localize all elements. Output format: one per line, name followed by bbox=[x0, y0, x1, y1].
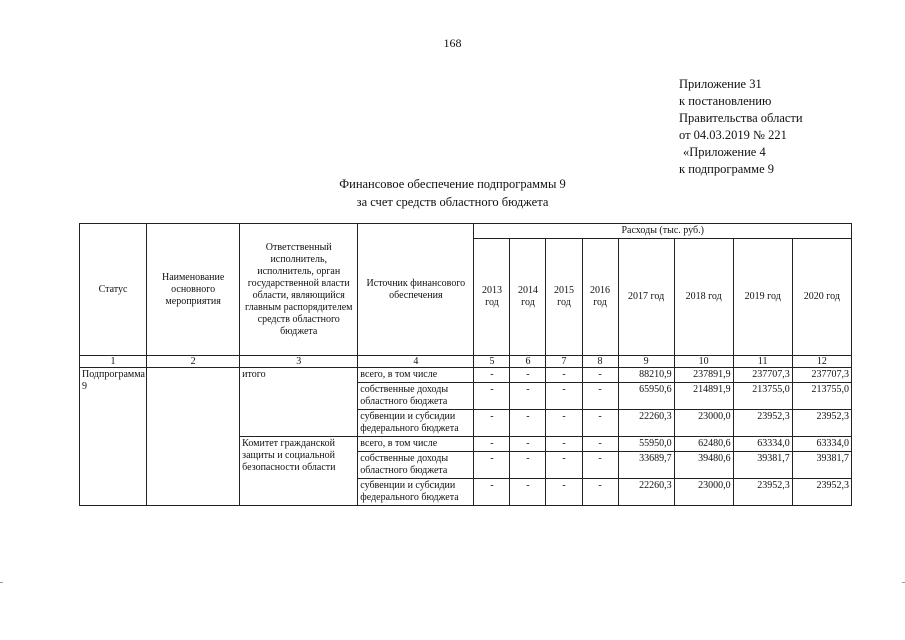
value-cell: 23952,3 bbox=[733, 479, 792, 506]
value-cell: - bbox=[474, 410, 510, 437]
header-year: 2017 год bbox=[618, 239, 674, 356]
appendix-line: Приложение 31 bbox=[679, 77, 762, 91]
column-number: 9 bbox=[618, 356, 674, 368]
value-cell: 62480,6 bbox=[674, 437, 733, 452]
value-cell: - bbox=[474, 368, 510, 383]
value-cell: - bbox=[474, 479, 510, 506]
value-cell: - bbox=[474, 437, 510, 452]
column-number: 4 bbox=[358, 356, 474, 368]
appendix-line: «Приложение 4 bbox=[683, 145, 766, 159]
value-cell: 88210,9 bbox=[618, 368, 674, 383]
value-cell: - bbox=[582, 479, 618, 506]
value-cell: - bbox=[546, 479, 582, 506]
value-cell: - bbox=[546, 368, 582, 383]
column-number: 10 bbox=[674, 356, 733, 368]
value-cell: 23952,3 bbox=[733, 410, 792, 437]
value-cell: - bbox=[582, 437, 618, 452]
column-number: 12 bbox=[792, 356, 851, 368]
scan-edge-mark bbox=[0, 582, 3, 583]
column-number: 2 bbox=[147, 356, 240, 368]
column-number: 8 bbox=[582, 356, 618, 368]
column-number: 11 bbox=[733, 356, 792, 368]
value-cell: 213755,0 bbox=[733, 383, 792, 410]
value-cell: - bbox=[546, 383, 582, 410]
value-cell: 65950,6 bbox=[618, 383, 674, 410]
source-cell: всего, в том числе bbox=[358, 368, 474, 383]
value-cell: 237891,9 bbox=[674, 368, 733, 383]
value-cell: 23000,0 bbox=[674, 410, 733, 437]
value-cell: - bbox=[510, 410, 546, 437]
column-number: 6 bbox=[510, 356, 546, 368]
value-cell: - bbox=[546, 410, 582, 437]
financing-table bbox=[79, 223, 852, 506]
value-cell: - bbox=[582, 368, 618, 383]
value-cell: - bbox=[474, 452, 510, 479]
value-cell: 55950,0 bbox=[618, 437, 674, 452]
header-year: 2016 год bbox=[582, 239, 618, 356]
appendix-line: от 04.03.2019 № 221 bbox=[679, 128, 787, 142]
value-cell: 237707,3 bbox=[792, 368, 851, 383]
value-cell: 23952,3 bbox=[792, 410, 851, 437]
header-executor: Ответственный исполнитель, исполнитель, орган государственной власти области, являющийся главным распорядителем средств областного бюджета bbox=[240, 224, 358, 356]
status-cell: Подпрограмма 9 bbox=[80, 368, 147, 506]
header-year: 2014 год bbox=[510, 239, 546, 356]
appendix-line: к подпрограмме 9 bbox=[679, 162, 774, 176]
value-cell: - bbox=[582, 410, 618, 437]
header-year: 2013 год bbox=[474, 239, 510, 356]
document-title bbox=[0, 175, 905, 211]
value-cell: 39480,6 bbox=[674, 452, 733, 479]
appendix-line: к постановлению bbox=[679, 94, 772, 108]
value-cell: 39381,7 bbox=[792, 452, 851, 479]
column-number: 5 bbox=[474, 356, 510, 368]
value-cell: 63334,0 bbox=[733, 437, 792, 452]
header-year: 2015 год bbox=[546, 239, 582, 356]
source-cell: субвенции и субсидии федерального бюджета bbox=[358, 410, 474, 437]
source-cell: собственные доходы областного бюджета bbox=[358, 383, 474, 410]
column-number: 7 bbox=[546, 356, 582, 368]
value-cell: 33689,7 bbox=[618, 452, 674, 479]
value-cell: - bbox=[474, 383, 510, 410]
source-cell: субвенции и субсидии федерального бюджета bbox=[358, 479, 474, 506]
value-cell: 237707,3 bbox=[733, 368, 792, 383]
table-row bbox=[80, 368, 852, 383]
value-cell: - bbox=[582, 452, 618, 479]
source-cell: всего, в том числе bbox=[358, 437, 474, 452]
appendix-block bbox=[679, 76, 894, 178]
header-name: Наименование основного мероприятия bbox=[147, 224, 240, 356]
value-cell: 63334,0 bbox=[792, 437, 851, 452]
header-year: 2020 год bbox=[792, 239, 851, 356]
executor-cell: итого bbox=[240, 368, 358, 437]
value-cell: 39381,7 bbox=[733, 452, 792, 479]
header-expenses: Расходы (тыс. руб.) bbox=[474, 224, 852, 239]
activity-name-cell bbox=[147, 368, 240, 506]
value-cell: 213755,0 bbox=[792, 383, 851, 410]
value-cell: - bbox=[510, 479, 546, 506]
appendix-line: Правительства области bbox=[679, 111, 803, 125]
header-year: 2018 год bbox=[674, 239, 733, 356]
value-cell: - bbox=[510, 368, 546, 383]
column-number-row bbox=[80, 356, 852, 368]
executor-cell: Комитет гражданской защиты и социальной безопасности области bbox=[240, 437, 358, 506]
page-number: 168 bbox=[443, 36, 462, 50]
header-source: Источник финансового обеспечения bbox=[358, 224, 474, 356]
column-number: 1 bbox=[80, 356, 147, 368]
value-cell: 22260,3 bbox=[618, 479, 674, 506]
value-cell: - bbox=[510, 437, 546, 452]
source-cell: собственные доходы областного бюджета bbox=[358, 452, 474, 479]
value-cell: 23000,0 bbox=[674, 479, 733, 506]
title-line: за счет средств областного бюджета bbox=[356, 195, 549, 209]
header-year: 2019 год bbox=[733, 239, 792, 356]
value-cell: - bbox=[546, 452, 582, 479]
value-cell: - bbox=[510, 383, 546, 410]
value-cell: - bbox=[510, 452, 546, 479]
value-cell: - bbox=[546, 437, 582, 452]
value-cell: 22260,3 bbox=[618, 410, 674, 437]
header-status: Статус bbox=[80, 224, 147, 356]
title-line: Финансовое обеспечение подпрограммы 9 bbox=[339, 177, 566, 191]
column-number: 3 bbox=[240, 356, 358, 368]
value-cell: 214891,9 bbox=[674, 383, 733, 410]
value-cell: 23952,3 bbox=[792, 479, 851, 506]
value-cell: - bbox=[582, 383, 618, 410]
